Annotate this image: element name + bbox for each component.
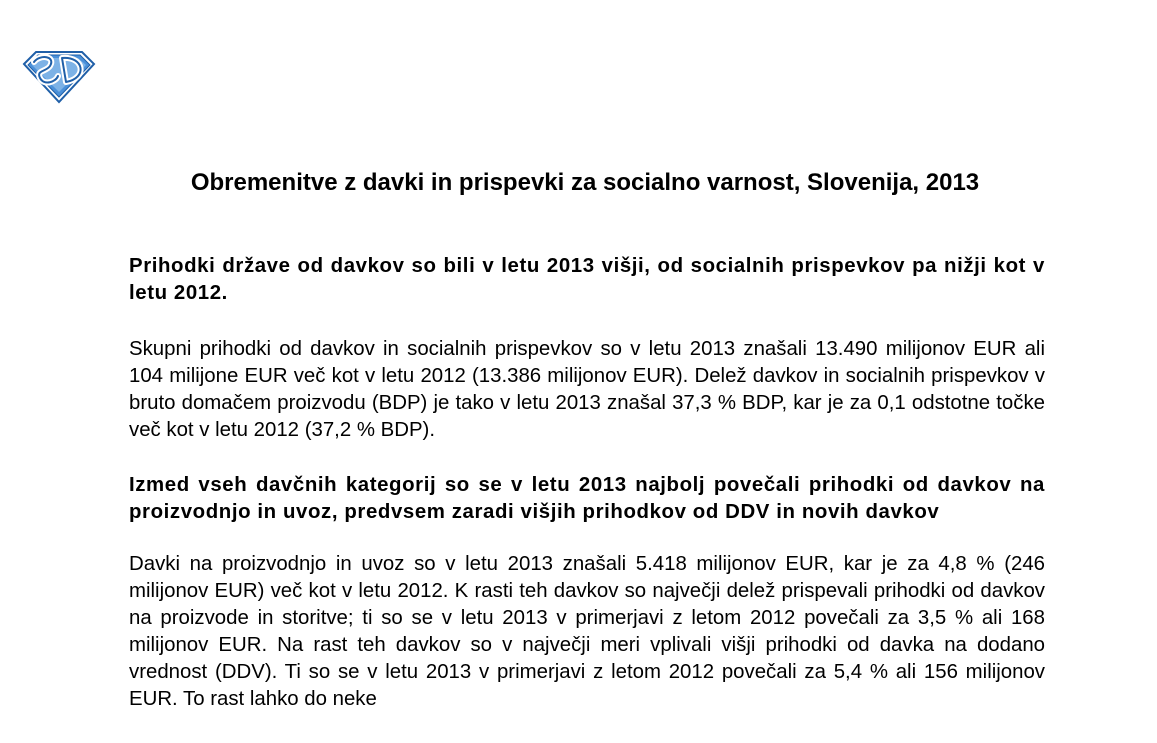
body-paragraph-1: Skupni prihodki od davkov in socialnih prispevkov so v letu 2013 znašali 13.490 milijonov EUR ali 104 milijone EUR več kot v letu 2012 (13.386 milijonov EUR). Delež davkov in socialnih prispevkov v bruto domačem proizvodu (BDP) je tako v letu 2013 znašal 37,3 % BDP, kar je za 0,1 odstotne točke več kot v letu 2012 (37,2 % BDP). [129,338,1045,441]
body-paragraph-2: Davki na proizvodnjo in uvoz so v letu 2013 znašali 5.418 milijonov EUR, kar je za 4,8 % (246 milijonov EUR) več kot v letu 2012. K rasti teh davkov so največji delež prispevali prihodki od davkov na proizvode in storitve; ti so se v letu 2013 v primerjavi z letom 2012 povečali za 3,5 % ali 168 milijonov EUR. Na rast teh davkov so v največji meri vplivali višji prihodki od davka na dodano vrednost (DDV). Ti so se v letu 2013 v primerjavi z letom 2012 povečali za 5,4 % ali 156 milijonov EUR. To rast lahko do neke [129,553,1045,710]
document-title: Obremenitve z davki in prispevki za socialno varnost, Slovenija, 2013 [190,169,980,196]
document-body [129,253,1045,713]
sd-logo [22,50,96,104]
section-heading-2: Izmed vseh davčnih kategorij so se v letu 2013 najbolj povečali prihodki od davkov na proizvodnjo in uvoz, predvsem zaradi višjih prihodkov od DDV in novih davkov [129,474,1045,523]
sd-logo-icon [22,50,96,104]
section-heading-1: Prihodki države od davkov so bili v letu 2013 višji, od socialnih prispevkov pa nižji kot v letu 2012. [129,255,1045,304]
